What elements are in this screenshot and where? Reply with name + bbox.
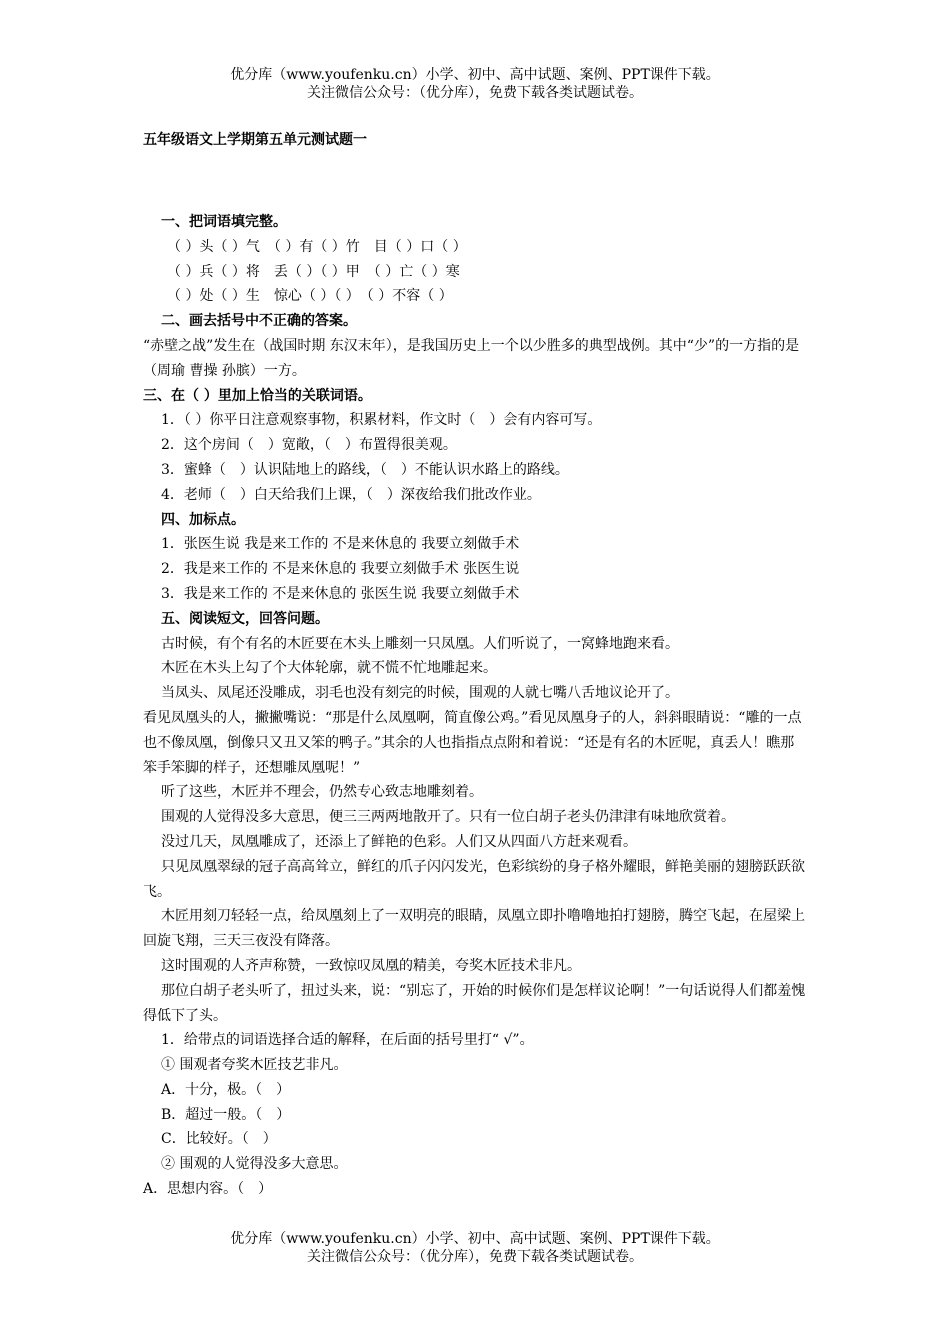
page-header (0, 66, 950, 102)
section-1-heading: 一、把词语填完整。 (161, 214, 287, 230)
s3-item-2: 2．这个房间（ ）宽敞，（ ）布置得很美观。 (161, 437, 457, 454)
s3-item-4: 4．老师（ ）白天给我们上课，（ ）深夜给我们批改作业。 (161, 486, 541, 503)
section-4 (143, 508, 808, 607)
section-2 (143, 309, 808, 383)
question-1a: ① 围观者夸奖木匠技艺非凡。 (161, 1057, 348, 1074)
section-2-heading: 二、画去括号中不正确的答案。 (161, 313, 357, 330)
section-3 (143, 384, 808, 508)
section-5-heading: 五、阅读短文，回答问题。 (161, 610, 329, 627)
section-4-heading: 四、加标点。 (161, 511, 245, 528)
s3-item-1: 1．（ ）你平日注意观察事物，积累材料，作文时（ ）会有内容可写。 (161, 412, 602, 429)
passage-paragraph-11: 那位白胡子老头听了，扭过头来，说：“别忘了，开始的时候你们是怎样议论啊！”一句话说得人们都羞愧得低下了头。 (143, 982, 806, 1024)
word-row-2: （ ）兵（ ）将 丢（ ）（ ）甲 （ ）亡（ ）寒 (167, 263, 460, 280)
passage-paragraph-6: 围观的人觉得没多大意思，便三三两两地散开了。只有一位白胡子老头仍津津有味地欣赏着。 (161, 809, 735, 826)
passage-paragraph-5: 听了这些，木匠并不理会，仍然专心致志地雕刻着。 (161, 784, 483, 801)
q1a-option-c: C．比较好。（ ） (161, 1131, 277, 1148)
s3-item-3: 3．蜜蜂（ ）认识陆地上的路线，（ ）不能认识水路上的路线。 (161, 461, 569, 478)
word-row-1: （ ）头（ ）气 （ ）有（ ）竹 目（ ）口（ ） (167, 238, 467, 255)
footer-line-1: 优分库（www.youfenku.cn）小学、初中、高中试题、案例、PPT课件下载。 (230, 1231, 720, 1247)
section-5 (143, 607, 808, 1202)
page-title: 五年级语文上学期第五单元测试题一 (143, 132, 367, 148)
page-footer (0, 1230, 950, 1266)
passage-paragraph-7: 没过几天，凤凰雕成了，还添上了鲜艳的色彩。人们又从四面八方赶来观看。 (161, 833, 637, 850)
q1b-option-a: A．思想内容。（ ） (143, 1181, 273, 1198)
passage-paragraph-8: 只见凤凰翠绿的冠子高高耸立，鲜红的爪子闪闪发光，色彩缤纷的身子格外耀眼，鲜艳美丽的翅膀跃跃欲飞。 (143, 858, 805, 900)
s4-item-1: 1．张医生说 我是来工作的 不是来休息的 我要立刻做手术 (161, 536, 520, 553)
section-1 (143, 210, 808, 309)
q1a-option-b: B．超过一般。（ ） (161, 1106, 291, 1123)
section-2-text: “赤壁之战”发生在（战国时期 东汉末年），是我国历史上一个以少胜多的典型战例。其中“少”的一方指的是（周瑜 曹操 孙膑）一方。 (143, 337, 800, 379)
s4-item-3: 3．我是来工作的 不是来休息的 张医生说 我要立刻做手术 (161, 585, 520, 602)
section-3-heading: 三、在（ ）里加上恰当的关联词语。 (143, 387, 372, 404)
q1a-option-a: A．十分，极。（ ） (161, 1081, 291, 1098)
word-row-3: （ ）处（ ）生 惊心（ ）（ ） （ ）不容（ ） (167, 288, 453, 305)
question-1: 1．给带点的词语选择合适的解释，在后面的括号里打“ √”。 (161, 1032, 534, 1049)
passage-paragraph-9: 木匠用刻刀轻轻一点，给凤凰刻上了一双明亮的眼睛，凤凰立即扑噜噜地拍打翅膀，腾空飞起，在屋梁上回旋飞翔，三天三夜没有降落。 (143, 908, 805, 950)
passage-paragraph-4: 看见凤凰头的人，撇撇嘴说：“那是什么凤凰啊，简直像公鸡。”看见凤凰身子的人，斜斜眼睛说：“雕的一点也不像凤凰，倒像只又丑又笨的鸭子。”其余的人也指指点点附和着说：“还是有名的木匠呢，真丢人！瞧那笨手笨脚的样子，还想雕凤凰呢！” (143, 709, 802, 776)
question-1b: ② 围观的人觉得没多大意思。 (161, 1156, 348, 1173)
s4-item-2: 2．我是来工作的 不是来休息的 我要立刻做手术 张医生说 (161, 561, 520, 578)
header-line-1: 优分库（www.youfenku.cn）小学、初中、高中试题、案例、PPT课件下载。 (230, 67, 720, 83)
passage-paragraph-3: 当凤头、凤尾还没雕成，羽毛也没有刻完的时候，围观的人就七嘴八舌地议论开了。 (161, 685, 679, 702)
header-line-2: 关注微信公众号：（优分库），免费下载各类试题试卷。 (307, 85, 643, 101)
passage-paragraph-1: 古时候，有个有名的木匠要在木头上雕刻一只凤凰。人们听说了，一窝蜂地跑来看。 (161, 635, 679, 652)
passage-paragraph-10: 这时围观的人齐声称赞，一致惊叹凤凰的精美，夸奖木匠技术非凡。 (161, 957, 581, 974)
passage-paragraph-2: 木匠在木头上勾了个大体轮廓，就不慌不忙地雕起来。 (161, 660, 497, 677)
document-body (143, 128, 808, 1202)
footer-line-2: 关注微信公众号：（优分库），免费下载各类试题试卷。 (307, 1249, 643, 1265)
